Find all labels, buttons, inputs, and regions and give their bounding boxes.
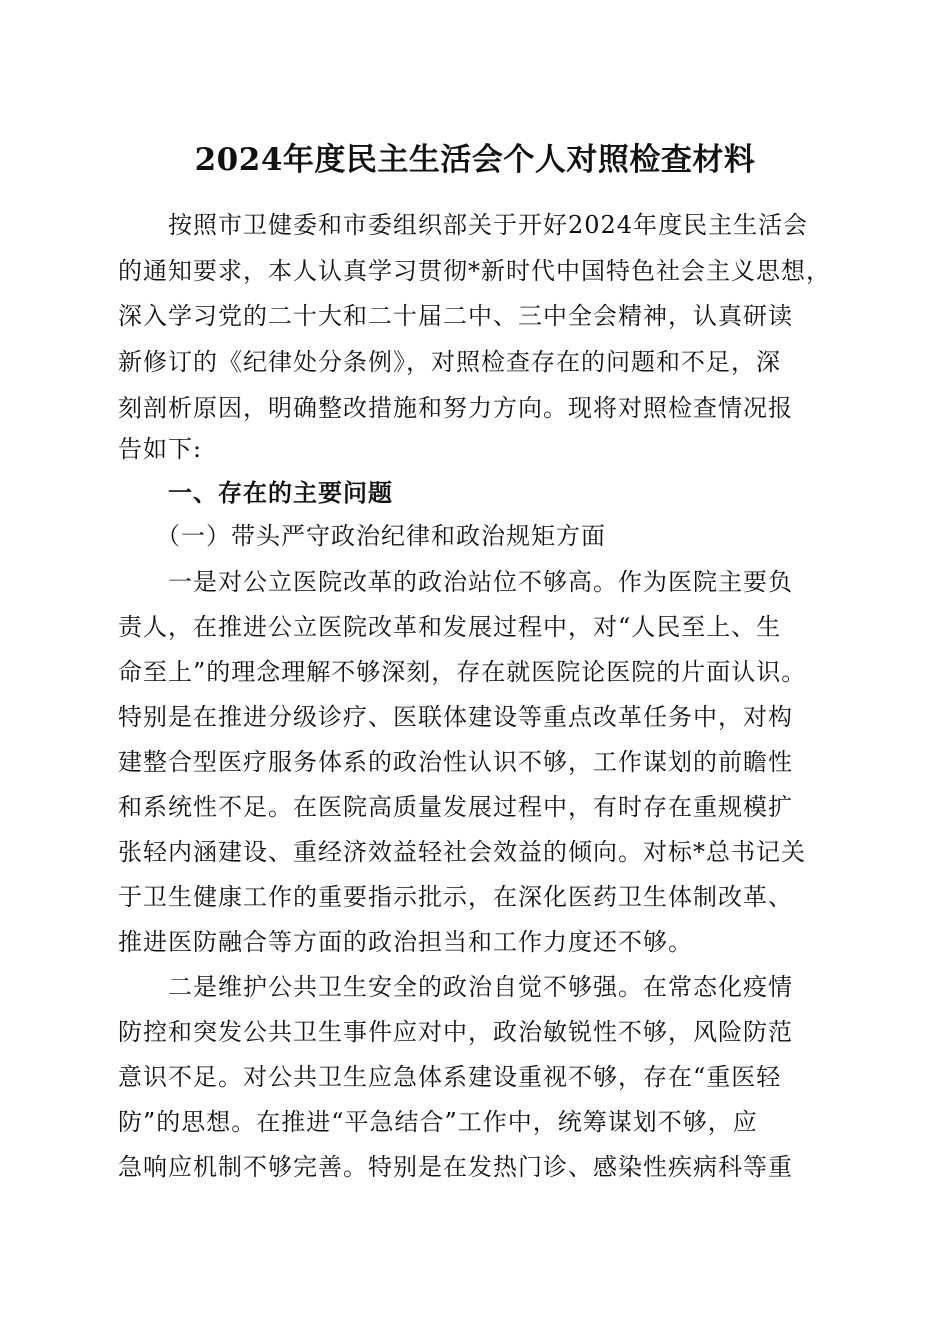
body-line: 二是维护公共卫生安全的政治自觉不够强。在常态化疫情 (118, 973, 793, 1001)
body-line: 深入学习党的二十大和二十届二中、三中全会精神，认真研读 (118, 302, 793, 330)
body-line: 急响应机制不够完善。特别是在发热门诊、感染性疾病科等重 (118, 1153, 793, 1181)
body-line: 建整合型医疗服务体系的政治性认识不够，工作谋划的前瞻性 (118, 748, 793, 776)
body-line: 推进医防融合等方面的政治担当和工作力度还不够。 (118, 928, 693, 956)
body-line: 特别是在推进分级诊疗、医联体建设等重点改革任务中，对构 (118, 703, 793, 731)
body-line: 告如下: (118, 435, 203, 463)
body-line: 新修订的《纪律处分条例》，对照检查存在的问题和不足，深 (118, 348, 781, 376)
body-line: 的通知要求，本人认真学习贯彻*新时代中国特色社会主义思想， (118, 257, 831, 285)
body-line: 防控和突发公共卫生事件应对中，政治敏锐性不够，风险防范 (118, 1018, 793, 1046)
subsection-heading: （一）带头严守政治纪律和政治规矩方面 (118, 522, 606, 550)
body-line: 责人，在推进公立医院改革和发展过程中，对“人民至上、生 (118, 613, 782, 641)
section-heading: 一、存在的主要问题 (118, 479, 393, 507)
document-title: 2024年度民主生活会个人对照检查材料 (194, 142, 756, 178)
body-line: 张轻内涵建设、重经济效益轻社会效益的倾向。对标*总书记关 (118, 838, 806, 866)
body-line: 一是对公立医院改革的政治站位不够高。作为医院主要负 (118, 568, 793, 596)
body-line: 意识不足。对公共卫生应急体系建设重视不够，存在“重医轻 (118, 1063, 782, 1091)
body-line: 刻剖析原因，明确整改措施和努力方向。现将对照检查情况报 (118, 394, 793, 422)
body-line: 防”的思想。在推进“平急结合”工作中，统筹谋划不够，应 (118, 1108, 758, 1136)
body-line: 和系统性不足。在医院高质量发展过程中，有时存在重规模扩 (118, 793, 793, 821)
body-line: 命至上”的理念理解不够深刻，存在就医院论医院的片面认识。 (118, 658, 807, 686)
body-line: 按照市卫健委和市委组织部关于开好2024年度民主生活会 (118, 211, 809, 239)
body-line: 于卫生健康工作的重要指示批示，在深化医药卫生体制改革、 (118, 883, 793, 911)
